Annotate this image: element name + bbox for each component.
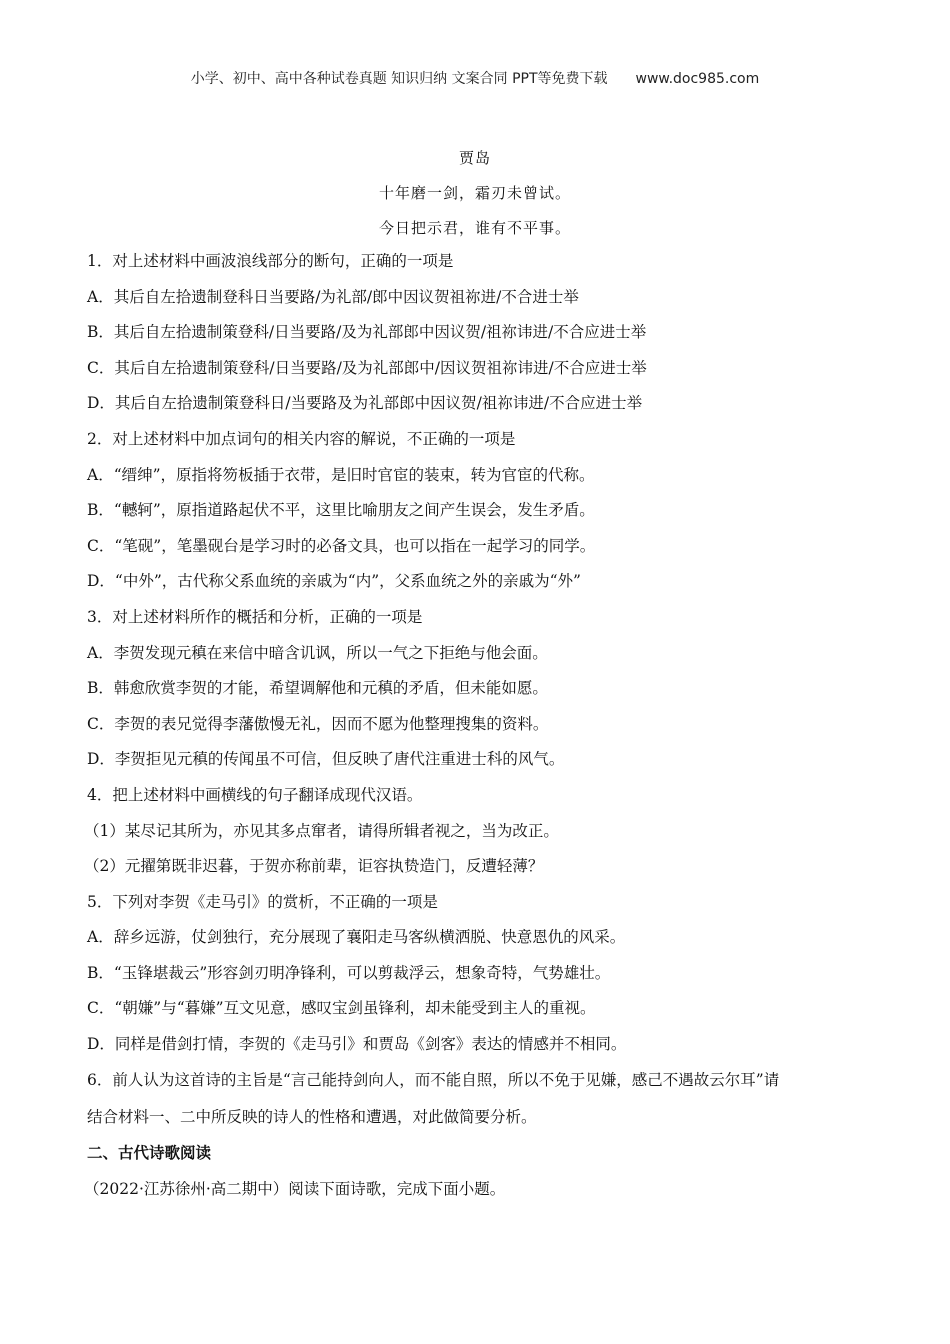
header-text: 小学、初中、高中各种试卷真题 知识归纳 文案合同 PPT等免费下载 [190,71,608,87]
question-4-sentence-1: （1）某尽记其所为，亦见其多点窜者，请得所辑者视之，当为改正。 [84,822,559,840]
question-2-option-d: D．“中外”，古代称父系血统的亲戚为“内”，父系血统之外的亲戚为“外” [87,572,581,590]
question-6-line-2: 结合材料一、二中所反映的诗人的性格和遭遇，对此做简要分析。 [87,1108,537,1126]
question-1-option-a: A．其后自左拾遗制登科日当要路/为礼部/郎中因议贺祖祢进/不合进士举 [87,288,579,306]
question-4-stem: 4．把上述材料中画横线的句子翻译成现代汉语。 [87,786,423,804]
poem-author: 贾岛 [458,149,491,167]
header-site-link[interactable]: www.doc985.com [635,71,760,87]
question-5-option-c: C．“朝嫌”与“暮嫌”互文见意，感叹宝剑虽锋利，却未能受到主人的重视。 [87,999,596,1017]
question-5-option-b: B．“玉锋堪裁云”形容剑刃明净锋利，可以剪裁浮云，想象奇特，气势雄壮。 [87,964,611,982]
question-2-stem: 2．对上述材料中加点词句的相关内容的解说，不正确的一项是 [87,430,516,448]
section-2-heading: 二、古代诗歌阅读 [87,1144,212,1162]
question-1-option-d: D．其后自左拾遗制策登科日/当要路及为礼部郎中因议贺/祖祢讳进/不合应进士举 [87,394,643,412]
question-2-option-b: B．“轗轲”，原指道路起伏不平，这里比喻朋友之间产生误会，发生矛盾。 [87,501,595,519]
question-2-option-a: A．“缙绅”，原指将笏板插于衣带，是旧时官宦的装束，转为官宦的代称。 [87,466,595,484]
question-1-option-c: C．其后自左拾遗制策登科/日当要路/及为礼部郎中/因议贺祖祢讳进/不合应进士举 [87,359,647,377]
poem-line-1: 十年磨一剑，霜刃未曾试。 [378,184,571,202]
question-3-option-d: D．李贺拒见元稹的传闻虽不可信，但反映了唐代注重进士科的风气。 [87,750,565,768]
question-1-stem: 1．对上述材料中画波浪线部分的断句，正确的一项是 [87,252,454,270]
question-6-line-1: 6．前人认为这首诗的主旨是“言己能持剑向人，而不能自照，所以不免于见嫌，感己不遇故云尔耳”请 [87,1071,780,1089]
question-5-option-a: A．辞乡远游，仗剑独行，充分展现了襄阳走马客纵横洒脱、快意恩仇的风采。 [87,928,626,946]
section-2-intro: （2022·江苏徐州·高二期中）阅读下面诗歌，完成下面小题。 [84,1180,506,1198]
question-5-stem: 5．下列对李贺《走马引》的赏析，不正确的一项是 [87,893,438,911]
page-header [0,68,950,88]
poem-line-2: 今日把示君，谁有不平事。 [378,219,571,237]
question-1-option-b: B．其后自左拾遗制策登科/日当要路/及为礼部郎中因议贺/祖祢讳进/不合应进士举 [87,323,647,341]
question-2-option-c: C．“笔砚”，笔墨砚台是学习时的必备文具，也可以指在一起学习的同学。 [87,537,596,555]
question-3-stem: 3．对上述材料所作的概括和分析，正确的一项是 [87,608,423,626]
question-3-option-a: A．李贺发现元稹在来信中暗含讥讽，所以一气之下拒绝与他会面。 [87,644,548,662]
question-4-sentence-2: （2）元擢第既非迟暮，于贺亦称前辈，讵容执贽造门，反遭轻薄？ [84,857,544,875]
question-5-option-d: D．同样是借剑打情，李贺的《走马引》和贾岛《剑客》表达的情感并不相同。 [87,1035,627,1053]
question-3-option-c: C．李贺的表兄觉得李藩傲慢无礼，因而不愿为他整理搜集的资料。 [87,715,549,733]
question-3-option-b: B．韩愈欣赏李贺的才能，希望调解他和元稹的矛盾，但未能如愿。 [87,679,548,697]
